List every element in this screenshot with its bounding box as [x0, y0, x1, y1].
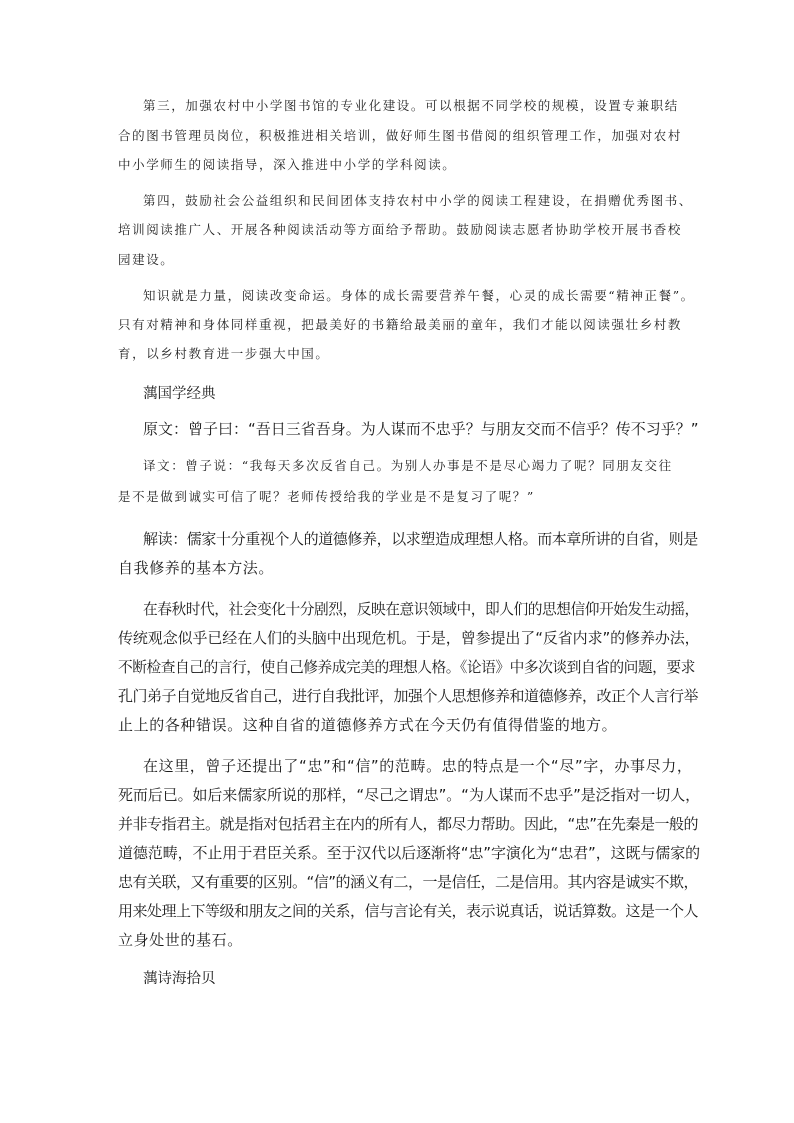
section-heading-poetry: 蕅诗海拾贝	[143, 971, 216, 987]
interpretation-line-2: 自我修养的基本方法。	[118, 559, 275, 577]
paragraph-3-line-2: 只有对精神和身体同样重视，把最美好的书籍给最美丽的童年，我们才能以阅读强壮乡村教	[118, 317, 683, 332]
paragraph-5-line-6: 用来处理上下等级和朋友之间的关系，信与言论有关，表示说真话，说话算数。这是一个人	[118, 902, 699, 920]
paragraph-4-line-4: 孔门弟子自觉地反省自己，进行自我批评，加强个人思想修养和道德修养，改正个人言行举	[118, 687, 699, 705]
translation-line-2: 是不是做到诚实可信了呢？老师传授给我的学业是不是复习了呢？”	[118, 489, 535, 504]
paragraph-5-line-7: 立身处世的基石。	[118, 931, 243, 949]
paragraph-1-line-1: 第三，加强农村中小学图书馆的专业化建设。可以根据不同学校的规模，设置专兼职结	[143, 98, 679, 113]
translation-line-1: 译文：曾子说：“我每天多次反省自己。为别人办事是不是尽心竭力了呢？同朋友交往	[143, 458, 673, 473]
paragraph-1-line-2: 合的图书管理员岗位，积极推进相关培训，做好师生图书借阅的组织管理工作，加强对农村	[118, 128, 683, 143]
paragraph-5-line-5: 忠有关联，又有重要的区别。“信”的涵义有二，一是信任，二是信用。其内容是诚实不欺，	[118, 873, 699, 891]
paragraph-5-line-1: 在这里，曾子还提出了“忠”和“信”的范畴。忠的特点是一个“尽”字，办事尽力，	[143, 757, 693, 775]
original-text: 原文：曾子曰：“吾日三省吾身。为人谋而不忠乎？与朋友交而不信乎？传不习乎？”	[143, 420, 699, 438]
paragraph-5-line-4: 道德范畴，不止用于君臣关系。至于汉代以后逐渐将“忠”字演化为“忠君”，这既与儒家的	[118, 844, 700, 862]
paragraph-1-line-3: 中小学师生的阅读指导，深入推进中小学的学科阅读。	[118, 157, 457, 172]
paragraph-2-line-2: 培训阅读推广人、开展各种阅读活动等方面给予帮助。鼓励阅读志愿者协助学校开展书香校	[118, 222, 683, 237]
section-heading-classics: 蕅国学经典	[143, 386, 216, 402]
paragraph-5-line-3: 并非专指君主。就是指对包括君主在内的所有人，都尽力帮助。因此，“忠”在先秦是一般的	[118, 815, 699, 833]
paragraph-3-line-1: 知识就是力量，阅读改变命运。身体的成长需要营养午餐，心灵的成长需要“精神正餐”。	[143, 288, 695, 303]
paragraph-2-line-3: 园建设。	[118, 252, 175, 267]
paragraph-5-line-2: 死而后已。如后来儒家所说的那样，“尽己之谓忠”。“为人谋而不忠乎”是泛指对一切人，	[118, 786, 700, 804]
paragraph-3-line-3: 育，以乡村教育进一步强大中国。	[118, 346, 330, 361]
paragraph-2-line-1: 第四，鼓励社会公益组织和民间团体支持农村中小学的阅读工程建设，在捐赠优秀图书、	[143, 193, 693, 208]
interpretation-line-1: 解读：儒家十分重视个人的道德修养，以求塑造成理想人格。而本章所讲的自省，则是	[143, 530, 698, 548]
paragraph-4-line-1: 在春秋时代，社会变化十分剧烈，反映在意识领域中，即人们的思想信仰开始发生动摇，	[143, 601, 699, 618]
paragraph-4-line-3: 不断检查自己的言行，使自己修养成完美的理想人格。《论语》中多次谈到自省的问题，要求	[118, 659, 695, 676]
paragraph-4-line-5: 止上的各种错误。这种自省的道德修养方式在今天仍有值得借鉴的地方。	[118, 716, 618, 734]
paragraph-4-line-2: 传统观念似乎已经在人们的头脑中出现危机。于是，曾参提出了“反省内求”的修养办法，	[118, 629, 700, 647]
